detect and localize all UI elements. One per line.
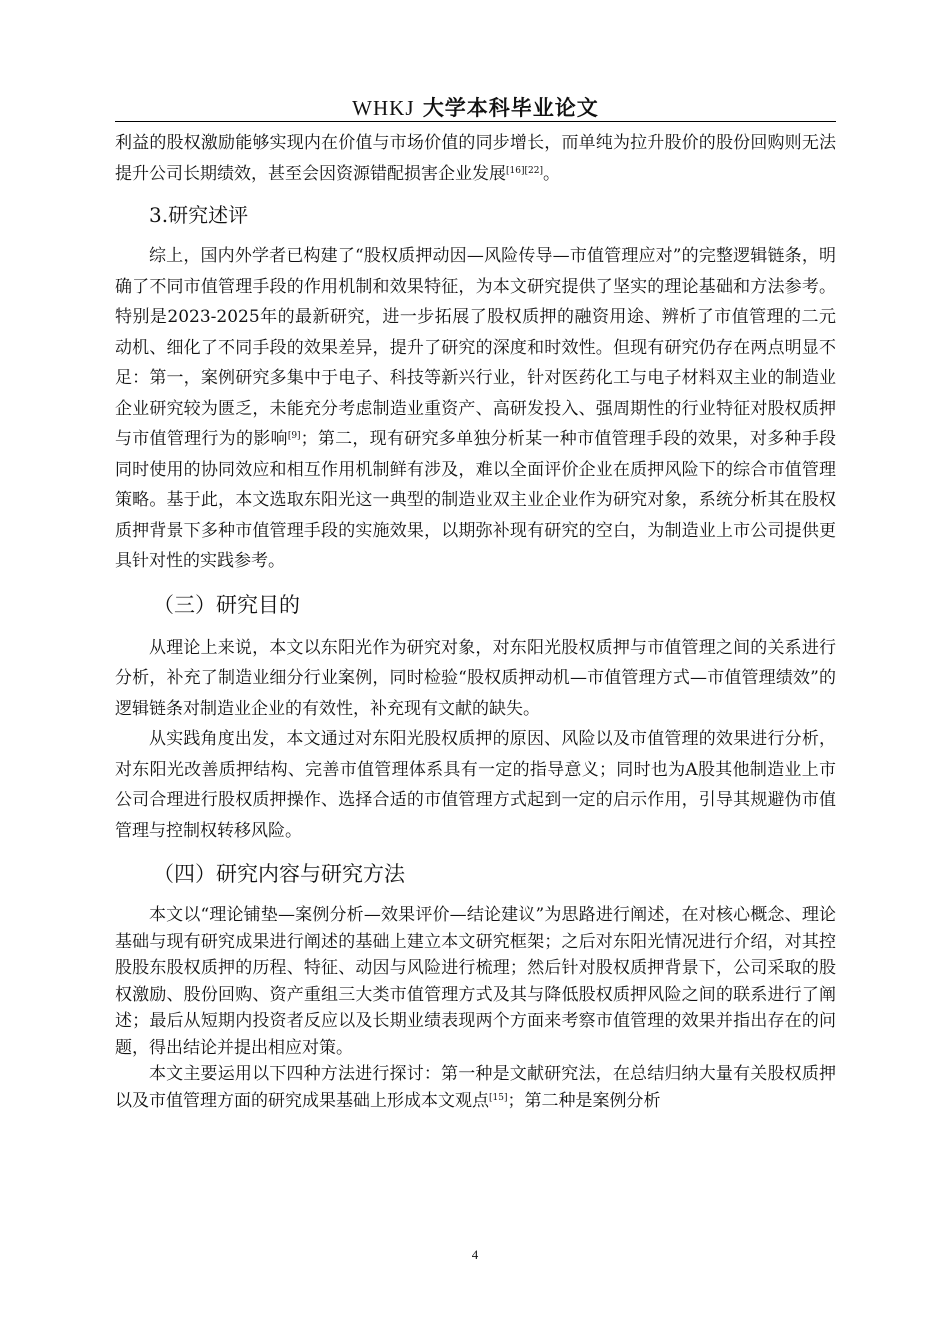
document-body [115, 128, 836, 1114]
paragraph-text: 综上，国内外学者已构建了“股权质押动因—风险传导—市值管理应对”的完整逻辑链条，明确了不同市值管理手段的作用机制和效果特征，为本文研究提供了坚实的理论基础和方法参考。特别是2023-2025年的最新研究，进一步拓展了股权质押的融资用途、辨析了市值管理的二元动机、细化了不同手段的效果差异，提升了研究的深度和时效性。但现有研究仍存在两点明显不足：第一，案例研究多集中于电子、科技等新兴行业，针对医药化工与电子材料双主业的制造业企业研究较为匮乏，未能充分考虑制造业重资产、高研发投入、强周期性的行业特征对股权质押与市值管理行为的影响 [115, 246, 836, 449]
page-header [115, 92, 836, 122]
paragraph-end: 。 [542, 163, 560, 184]
paragraph-content: 本文以“理论铺垫—案例分析—效果评价—结论建议”为思路进行阐述，在对核心概念、理论基础与现有研究成果进行阐述的基础上建立本文研究框架；之后对东阳光情况进行介绍，对其控股股东股权质押的历程、特征、动因与风险进行梳理；然后针对股权质押背景下，公司采取的股权激励、股份回购、资产重组三大类市值管理方式及其与降低股权质押风险之间的联系进行了阐述；最后从短期内投资者反应以及长期业绩表现两个方面来考察市值管理的效果并指出存在的问题，得出结论并提出相应对策。 [115, 905, 836, 1058]
citation-marker: [15] [489, 1092, 508, 1103]
citation-marker: [9] [287, 431, 301, 441]
header-code: WHKJ [352, 96, 415, 120]
heading-research-review: 3.研究述评 [149, 203, 249, 227]
header-title: 大学本科毕业论文 [422, 95, 599, 120]
paragraph-continued [115, 128, 836, 189]
citation-marker: [16][22] [506, 165, 543, 176]
paragraph-purpose-practice: 从实践角度出发，本文通过对东阳光股权质押的原因、风险以及市值管理的效果进行分析，对东阳光改善质押结构、完善市值管理体系具有一定的指导意义；同时也为A股其他制造业上市公司合理进行股权质押操作、选择合适的市值管理方式起到一定的启示作用，引导其规避伪市值管理与控制权转移风险。 [115, 729, 836, 841]
page-number: 4 [471, 1247, 479, 1262]
paragraph-text: ；第二，现有研究多单独分析某一种市值管理手段的效果，对多种手段同时使用的协同效应和相互作用机制鲜有涉及，难以全面评价企业在质押风险下的综合市值管理策略。基于此，本文选取东阳光这一典型的制造业双主业企业作为研究对象，系统分析其在股权质押背景下多种市值管理手段的实施效果，以期弥补现有研究的空白，为制造业上市公司提供更具针对性的实践参考。 [115, 429, 836, 571]
paragraph-purpose-theory: 从理论上来说，本文以东阳光作为研究对象，对东阳光股权质押与市值管理之间的关系进行分析，补充了制造业细分行业案例，同时检验“股权质押动机—市值管理方式—市值管理绩效”的逻辑链条对制造业企业的有效性，补充现有文献的缺失。 [115, 637, 836, 719]
header-rule [115, 121, 836, 122]
paragraph-methods [115, 1061, 836, 1114]
paragraph-review [115, 241, 836, 577]
paragraph-text: 利益的股权激励能够实现内在价值与市场价值的同步增长，而单纯为拉升股价的股份回购则无法提升公司长期绩效，甚至会因资源错配损害企业发展 [115, 133, 836, 184]
paragraph-text: ；第二种是案例分析 [507, 1090, 661, 1111]
paragraph-text: 本文主要运用以下四种方法进行探讨：第一种是文献研究法，在总结归纳大量有关股权质押以及市值管理方面的研究成果基础上形成本文观点 [115, 1064, 836, 1111]
heading-research-purpose: （三）研究目的 [153, 592, 300, 617]
heading-research-content-methods: （四）研究内容与研究方法 [153, 862, 405, 886]
